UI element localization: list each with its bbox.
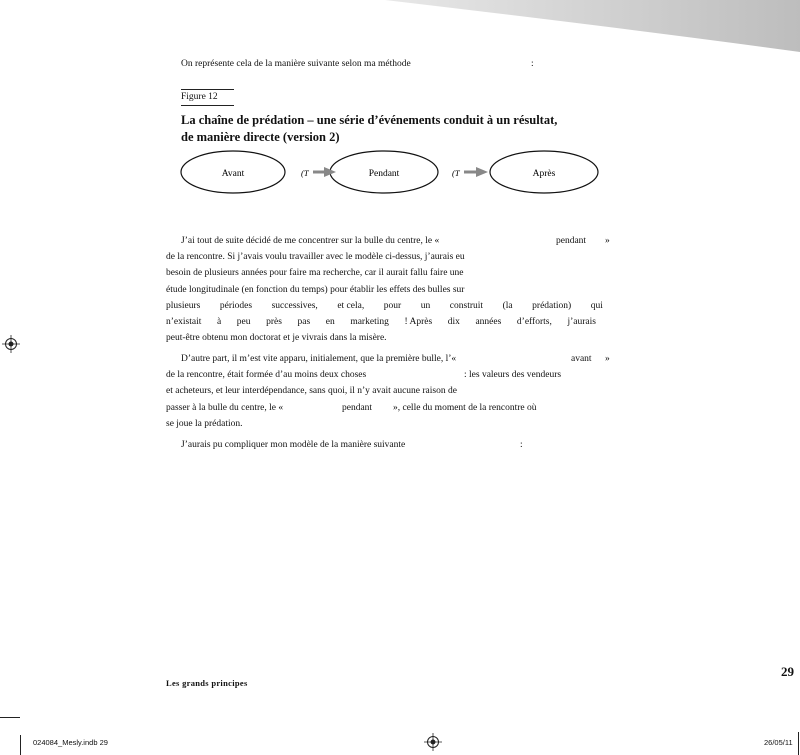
p1-line1-text: J’ai tout de suite décidé de me concentrer sur la bulle du centre, le «: [181, 236, 440, 246]
connector-label-1: (T: [301, 168, 309, 178]
p1-line1-close-quote: »: [605, 236, 610, 246]
crop-mark-vertical-right: [798, 732, 799, 755]
paragraph-3-text: J’aurais pu compliquer mon modèle de la manière suivante: [181, 440, 406, 450]
node-label-pendant: Pendant: [368, 169, 400, 179]
connector-arrow-2: [476, 167, 488, 177]
node-label-avant: Avant: [221, 169, 245, 179]
p1-line7: peut-être obtenu mon doctorat et je vivrais dans la misère.: [166, 333, 387, 344]
page-number: 29: [781, 664, 794, 679]
p2-line1-text: D’autre part, il m’est vite apparu, initialement, que la première bulle, l’«: [181, 354, 457, 364]
figure-rule-bottom: [181, 105, 234, 106]
p2-line4-continuation: », celle du moment de la rencontre où: [393, 402, 537, 413]
p1-line1-quote-word: pendant: [556, 236, 587, 246]
p2-line3: et acheteurs, et leur interdépendance, sans quoi, il n’y avait aucune raison de: [166, 386, 457, 397]
figure-rule-top: [181, 89, 234, 90]
slug-date: 26/05/11: [764, 738, 793, 747]
intro-text: On représente cela de la manière suivante selon ma méthode: [181, 59, 411, 69]
slug-filename: 024084_Mesly.indb 29: [33, 738, 108, 747]
figure-title-line1: La chaîne de prédation – une série d’événements conduit à un résultat,: [181, 113, 558, 127]
p1-line3: besoin de plusieurs années pour faire ma recherche, car il aurait fallu faire une: [166, 268, 464, 279]
p2-line2-text: de la rencontre, était formée d’au moins deux choses: [166, 370, 367, 381]
p2-line1-quote-word: avant: [571, 354, 592, 364]
p2-line1-close-quote: »: [605, 354, 610, 364]
paragraph-3-colon: :: [520, 440, 523, 450]
figure-title-line2: de manière directe (version 2): [181, 130, 340, 144]
registration-mark-bottom-icon: [424, 733, 442, 751]
node-label-apres: Après: [532, 169, 556, 179]
registration-mark-left-icon: [2, 335, 20, 353]
page-corner-shadow: [0, 0, 800, 60]
p1-line2: de la rencontre. Si j’avais voulu travailler avec le modèle ci-dessus, j’aurais eu: [166, 252, 465, 263]
intro-colon: :: [531, 59, 534, 69]
figure-label: Figure 12: [181, 92, 218, 102]
crop-mark-vertical-left: [20, 735, 21, 755]
connector-label-2: (T: [452, 168, 460, 178]
paragraph-1: [166, 233, 612, 346]
running-title: Les grands principes: [166, 678, 248, 688]
p2-line2-continuation: : les valeurs des vendeurs: [464, 370, 562, 381]
p2-line4-text: passer à la bulle du centre, le «: [166, 402, 284, 413]
crop-mark-horizontal: [0, 717, 20, 718]
p1-line4: étude longitudinale (en fonction du temps) pour établir les effets des bulles sur: [166, 284, 465, 295]
connector-arrow-1: [324, 167, 336, 177]
predation-chain-diagram: [180, 148, 605, 198]
p2-line4-quote-word: pendant: [342, 402, 373, 413]
paragraph-2: [166, 351, 612, 432]
p2-line5: se joue la prédation.: [166, 418, 243, 429]
p1-line6: n’existait à peu près pas en marketing ! Après dix années d’efforts, j’aurais: [166, 316, 596, 327]
p1-line5: plusieurs périodes successives, et cela, pour un construit (la prédation) qui: [166, 300, 603, 311]
